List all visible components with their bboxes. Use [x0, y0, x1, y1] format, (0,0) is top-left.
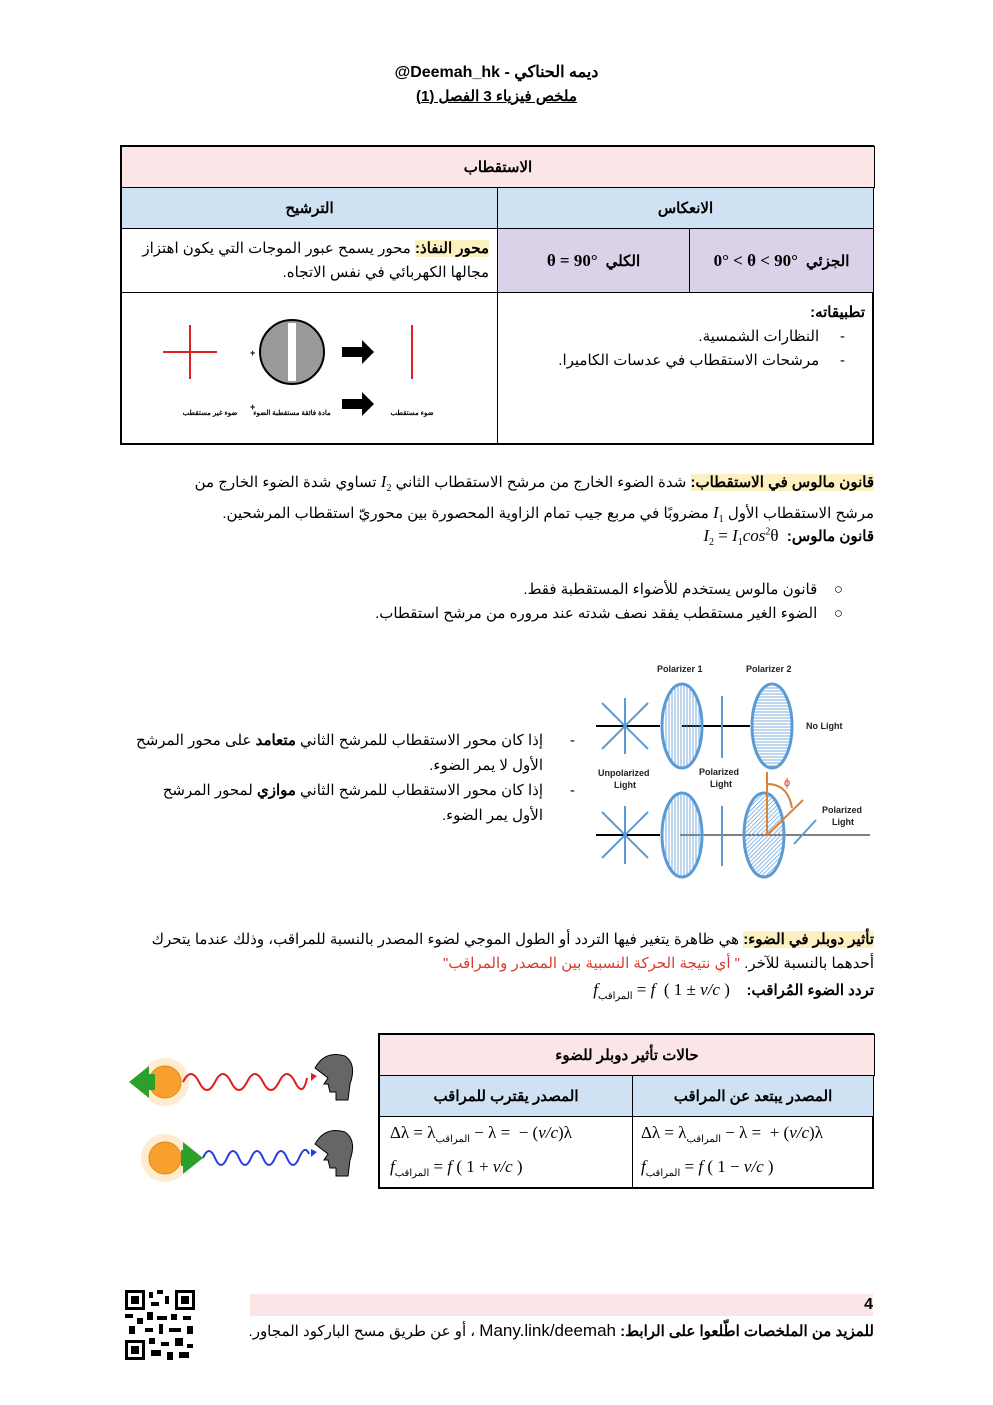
polarizer-2-top — [752, 684, 792, 768]
receding-formulas: $\Delta\lambda = \lambda_{المراقب} - \lambda$ = + (v/c)λ $f_{المراقب} = f$ ( 1 − v/c ) — [632, 1116, 874, 1189]
svg-text:Light: Light — [832, 817, 854, 827]
filter-diagram-cell — [121, 292, 498, 445]
filter-cases — [135, 728, 575, 828]
col-approaching: المصدر يقترب للمراقب — [379, 1075, 633, 1117]
partial-cell — [689, 228, 874, 293]
receding-source — [129, 1055, 353, 1107]
footer-text: للمزيد من الملخصات اطّلعوا على الرابط: Many.link/deemah ، أو عن طريق مسح الباركود المجاور. — [248, 1321, 874, 1340]
summary-link[interactable]: Many.link/deemah — [479, 1321, 616, 1340]
label-polarizer2: Polarizer 2 — [746, 664, 792, 674]
malus-definition: قانون مالوس في الاستقطاب: شدة الضوء الخارج من مرشح الاستقطاب الثاني $I_2$ تساوي شدة الضوء الخارج من مرشح الاستقطاب الأول $I_1$ مضروبًا في مربع جيب تمام الزاوية المحصورة بين محوريّ استقطاب المرشحين. — [194, 472, 874, 525]
footer-bar — [250, 1294, 873, 1316]
diagram-label-polarized: ضوء مستقطب — [390, 410, 434, 417]
polarization-table — [120, 145, 874, 445]
approaching-source — [141, 1131, 353, 1183]
malus-law: قانون مالوس: $I_2 = I_1\cos^2\theta$ — [703, 526, 874, 548]
doppler-table — [378, 1033, 874, 1189]
doppler-definition: تأثير دوبلر في الضوء: هي ظاهرة يتغير فيها التردد أو الطول الموجي لضوء المصدر بالنسبة للمراقب، وذلك عندما يتحرك أحدهما بالنسبة للآخر. " أي نتيجة الحركة النسبية بين المصدر والمراقب" — [151, 931, 874, 972]
note-item: ○ الضوء الغير مستقطب يفقد نصف شدته عند مروره من مرشح استقطاب. — [375, 605, 843, 622]
diagram-label-unpolarized: ضوء غير مستقطب — [182, 410, 238, 417]
doppler-note: " أي نتيجة الحركة النسبية بين المصدر والمراقب" — [443, 955, 740, 972]
doppler-illustration — [125, 1048, 357, 1188]
page-number: 4 — [864, 1296, 873, 1313]
polarizer-1-top — [662, 684, 702, 768]
axis-def: محور يسمح عبور الموجات التي يكون اهتزاز مجالها الكهربائي في نفس الاتجاه. — [142, 239, 489, 281]
label-unpolarized: Unpolarized — [598, 768, 650, 778]
label-polarizer1: Polarizer 1 — [657, 664, 703, 674]
col-reflection: الانعكاس — [497, 187, 874, 229]
qr-code[interactable] — [125, 1290, 195, 1360]
applications-title: تطبيقاته: — [810, 304, 865, 321]
svg-text:Light: Light — [614, 780, 636, 790]
axis-cell — [121, 228, 498, 293]
case-parallel: - إذا كان محور الاستقطاب للمرشح الثاني موازي لمحور المرشح الأول يمر الضوء. — [162, 782, 575, 824]
col-receding: المصدر يبتعد عن المراقب — [632, 1075, 874, 1117]
label-no-light: No Light — [806, 721, 843, 731]
total-label: الكلي — [605, 252, 641, 270]
label-polarized: Polarized — [699, 767, 740, 777]
application-item: - مرشحات الاستقطاب في عدسات الكاميرا. — [558, 352, 845, 369]
phi-label: ϕ — [784, 777, 791, 789]
diagram-label-polarizer: مادة فائقة مستقطبة الضوء — [253, 410, 331, 417]
malus-polarizers-diagram — [590, 660, 880, 888]
arrow-icon — [342, 340, 374, 364]
page-title: ملخص فيزياء 3 الفصل (1) — [416, 88, 577, 105]
note-item: ○ قانون مالوس يستخدم للأضواء المستقطبة فقط. — [523, 581, 843, 598]
arrow-icon — [342, 392, 374, 416]
applications-cell — [497, 292, 874, 445]
case-perpendicular: - إذا كان محور الاستقطاب للمرشح الثاني متعامد على محور المرشح الأول لا يمر الضوء. — [136, 732, 575, 774]
application-item: - النظارات الشمسية. — [698, 328, 845, 345]
total-cell — [497, 228, 690, 293]
table-title: الاستقطاب — [121, 146, 875, 188]
polarizer-2-bottom — [744, 793, 784, 877]
observed-frequency: تردد الضوء المُراقب: $f_{المراقب} = f$ ( 1 ± v/c ) — [593, 980, 874, 1002]
malus-notes — [243, 578, 843, 626]
svg-text:+: + — [250, 402, 256, 412]
doppler-table-title: حالات تأثير دوبلر للضوء — [379, 1034, 875, 1076]
author-line: @Deemah_hk - ديمه الحناكي — [394, 64, 599, 81]
svg-text:Light: Light — [710, 779, 732, 789]
partial-label: الجزئي — [805, 252, 850, 270]
polarizing-filter-diagram — [122, 292, 497, 445]
polarizer-1-bottom — [662, 793, 702, 877]
axis-term: محور النفاذ: — [415, 239, 489, 257]
red-wave — [183, 1074, 307, 1090]
blue-wave — [203, 1150, 309, 1165]
label-polarized-out: Polarized — [822, 805, 863, 815]
total-formula: θ = 90° — [546, 250, 598, 270]
arrow-right-icon — [181, 1142, 203, 1174]
col-filtering: الترشيح — [121, 187, 498, 229]
partial-formula: 0° < θ < 90° — [713, 250, 798, 270]
svg-text:+: + — [250, 348, 256, 358]
approaching-formulas: $\Delta\lambda = \lambda_{المراقب} - \lambda$ = − (v/c)λ $f_{المراقب} = f$ ( 1 + v/c ) — [379, 1116, 633, 1189]
